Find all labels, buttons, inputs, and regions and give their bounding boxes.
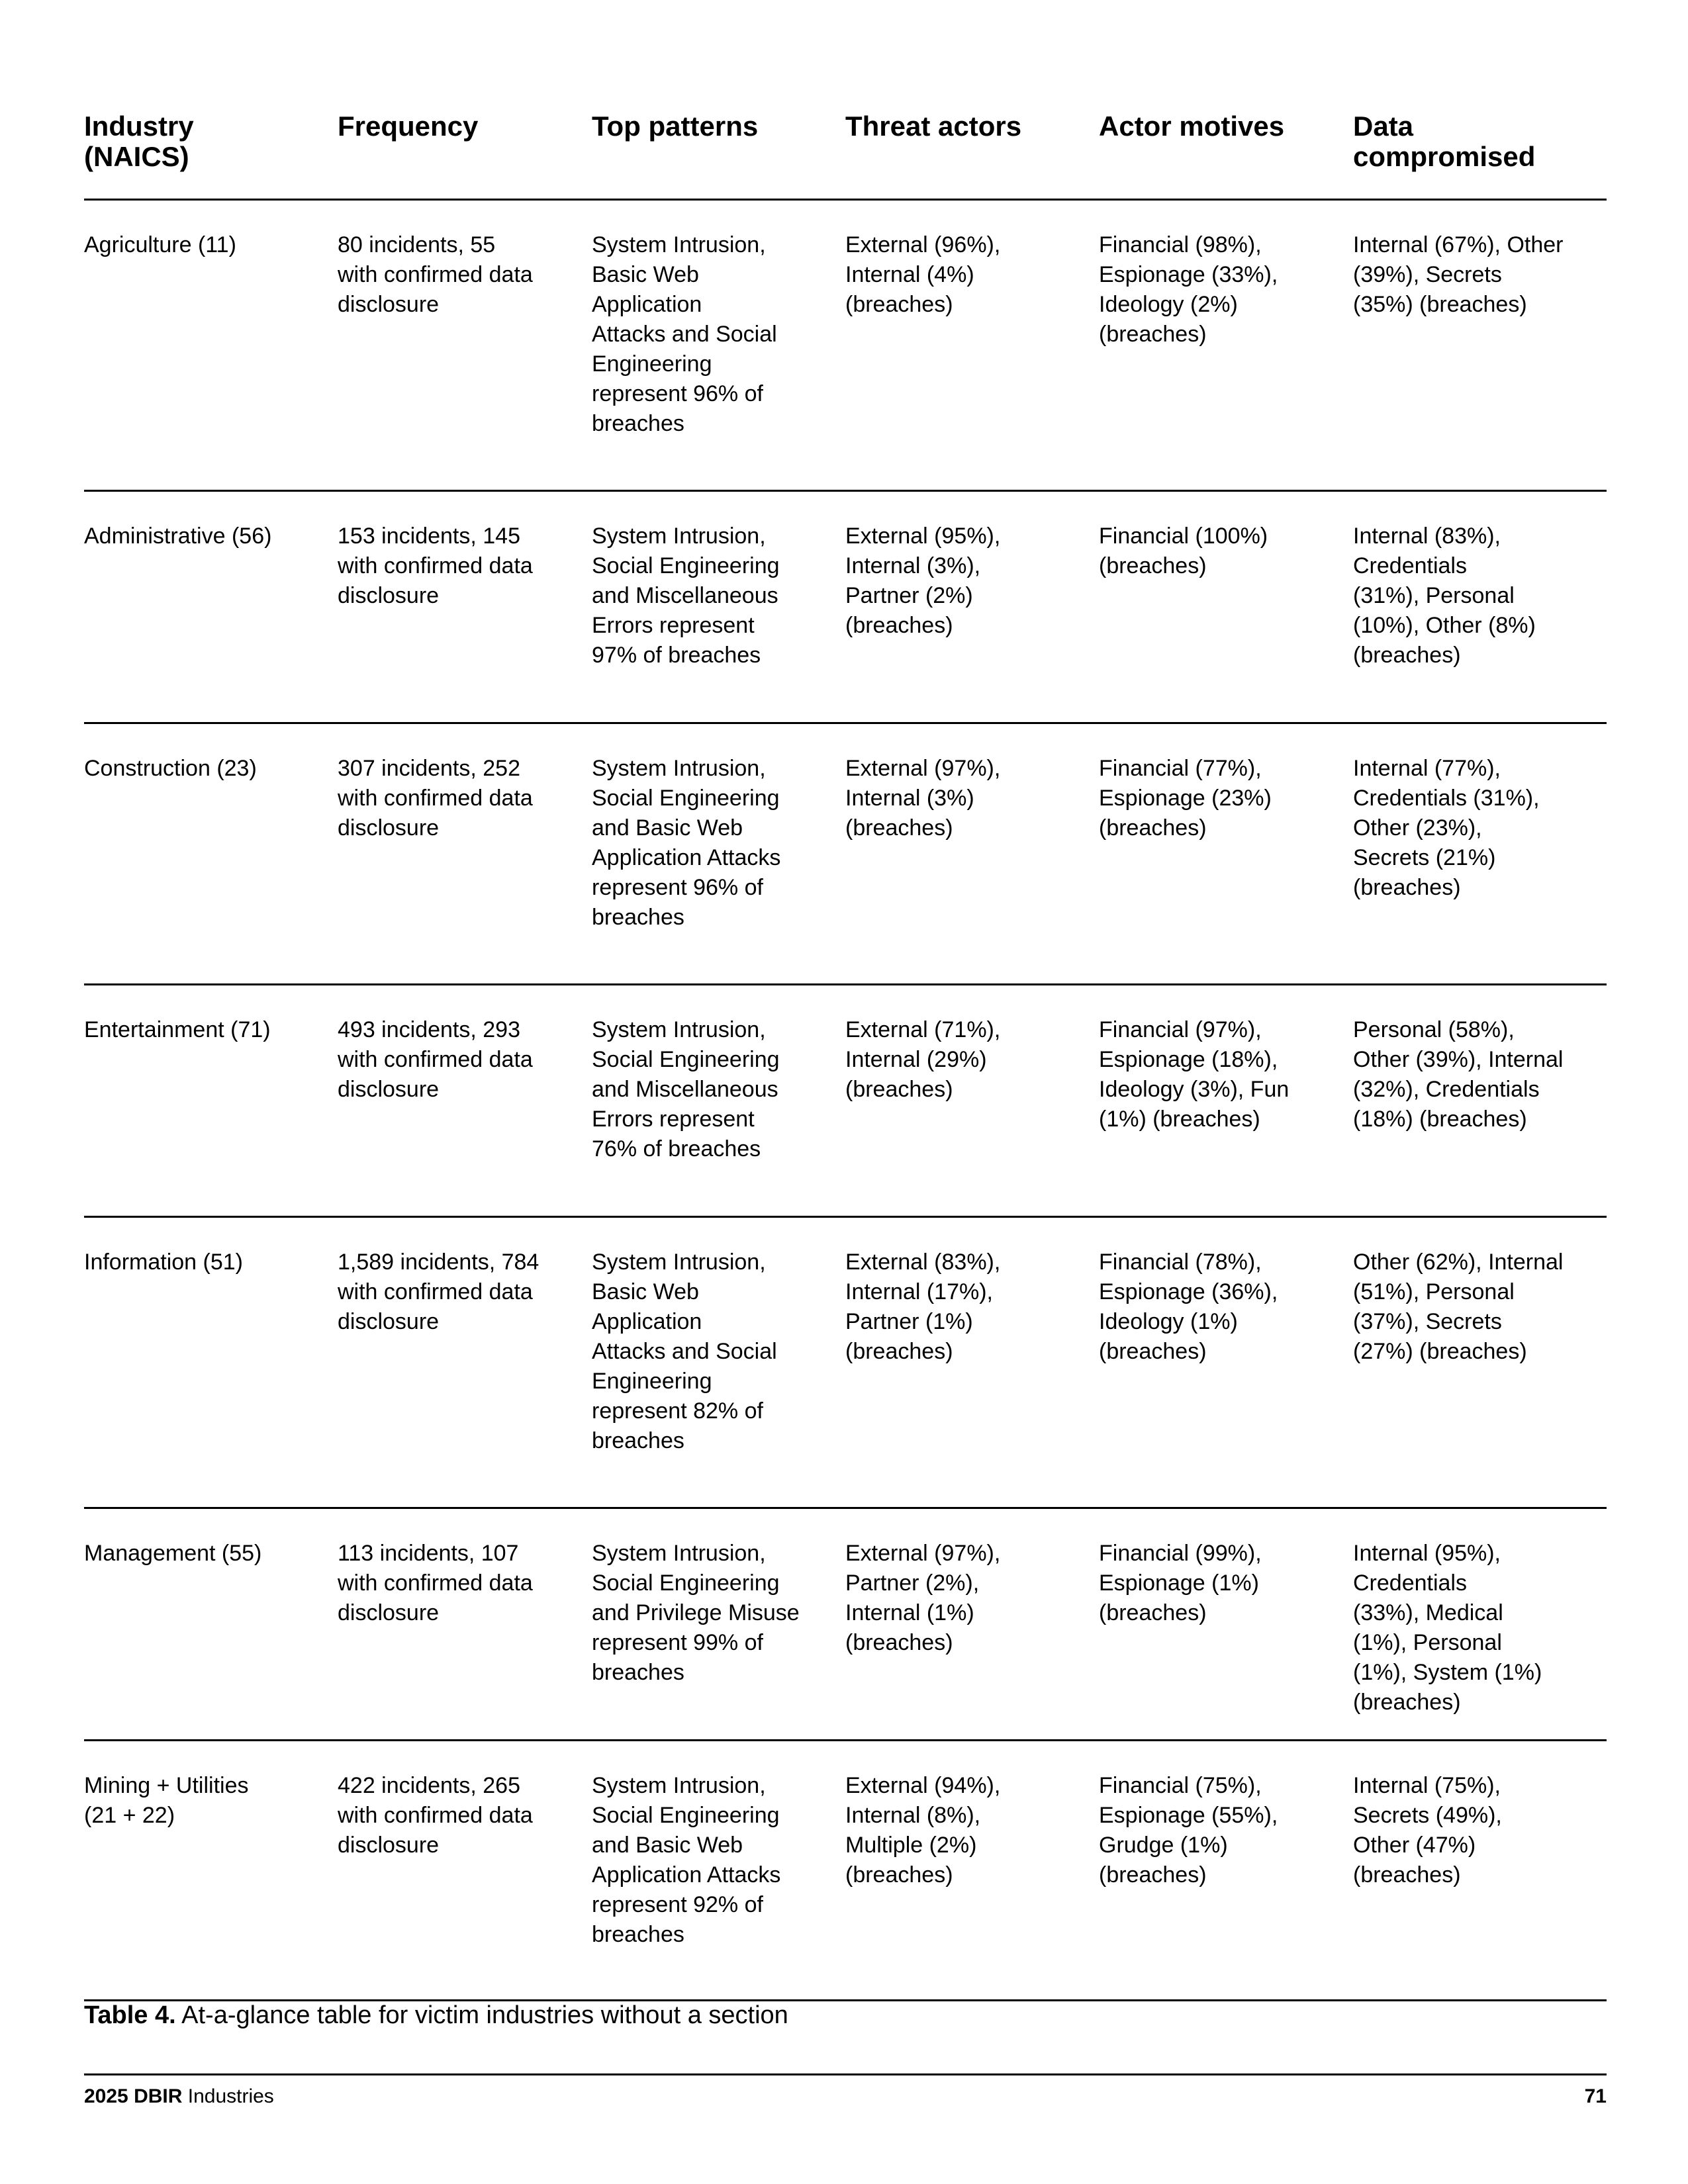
cell-industry: Entertainment (71) (84, 1017, 271, 1042)
cell-data-compromised: Internal (83%), Credentials (31%), Personal (10%), Other (8%) (breaches) (1353, 523, 1536, 668)
page-footer (84, 2085, 1607, 2109)
cell-actor-motives: Financial (75%), Espionage (55%), Grudge (1%) (breaches) (1099, 1773, 1278, 1888)
table-row (84, 1218, 1607, 1509)
header-industry: Industry (NAICS) (84, 111, 194, 172)
table-row (84, 1509, 1607, 1741)
cell-data-compromised: Internal (95%), Credentials (33%), Medical (1%), Personal (1%), System (1%) (breaches) (1353, 1541, 1542, 1715)
cell-frequency: 1,589 incidents, 784 with confirmed data disclosure (338, 1250, 539, 1334)
cell-threat-actors: External (83%), Internal (17%), Partner (1%) (breaches) (845, 1250, 1001, 1364)
cell-industry: Construction (23) (84, 756, 257, 781)
cell-industry: Administrative (56) (84, 523, 272, 549)
table-row (84, 201, 1607, 492)
cell-data-compromised: Internal (67%), Other (39%), Secrets (35%) (breaches) (1353, 232, 1564, 317)
cell-top-patterns: System Intrusion, Social Engineering and Basic Web Application Attacks represent 92% of breaches (592, 1773, 781, 1947)
table-caption (84, 2000, 1607, 2030)
cell-threat-actors: External (71%), Internal (29%) (breaches) (845, 1017, 1001, 1102)
cell-threat-actors: External (97%), Internal (3%) (breaches) (845, 756, 1001, 841)
cell-frequency: 493 incidents, 293 with confirmed data disclosure (338, 1017, 533, 1102)
cell-actor-motives: Financial (100%) (breaches) (1099, 523, 1268, 578)
cell-data-compromised: Personal (58%), Other (39%), Internal (32%), Credentials (18%) (breaches) (1353, 1017, 1564, 1132)
cell-top-patterns: System Intrusion, Social Engineering and Basic Web Application Attacks represent 96% of breaches (592, 756, 781, 930)
page-number: 71 (1584, 2085, 1607, 2107)
table-row (84, 724, 1607, 985)
cell-frequency: 80 incidents, 55 with confirmed data disclosure (338, 232, 533, 317)
cell-frequency: 113 incidents, 107 with confirmed data disclosure (338, 1541, 533, 1625)
cell-actor-motives: Financial (78%), Espionage (36%), Ideology (1%) (breaches) (1099, 1250, 1278, 1364)
cell-top-patterns: System Intrusion, Social Engineering and Privilege Misuse represent 99% of breaches (592, 1541, 800, 1685)
cell-actor-motives: Financial (77%), Espionage (23%) (breaches) (1099, 756, 1272, 841)
cell-threat-actors: External (96%), Internal (4%) (breaches) (845, 232, 1001, 317)
cell-threat-actors: External (95%), Internal (3%), Partner (2%) (breaches) (845, 523, 1001, 638)
header-frequency: Frequency (338, 111, 479, 142)
cell-top-patterns: System Intrusion, Social Engineering and Miscellaneous Errors represent 97% of breaches (592, 523, 780, 668)
cell-frequency: 422 incidents, 265 with confirmed data disclosure (338, 1773, 533, 1858)
cell-top-patterns: System Intrusion, Social Engineering and Miscellaneous Errors represent 76% of breaches (592, 1017, 780, 1161)
cell-frequency: 307 incidents, 252 with confirmed data disclosure (338, 756, 533, 841)
table-header (84, 111, 1607, 201)
cell-frequency: 153 incidents, 145 with confirmed data disclosure (338, 523, 533, 608)
cell-industry: Management (55) (84, 1541, 262, 1566)
header-actor-motives: Actor motives (1099, 111, 1285, 142)
cell-top-patterns: System Intrusion, Basic Web Application Attacks and Social Engineering represent 82% of breaches (592, 1250, 777, 1453)
cell-actor-motives: Financial (99%), Espionage (1%) (breaches) (1099, 1541, 1262, 1625)
cell-actor-motives: Financial (97%), Espionage (18%), Ideology (3%), Fun (1%) (breaches) (1099, 1017, 1289, 1132)
header-threat-actors: Threat actors (845, 111, 1022, 142)
table-row (84, 492, 1607, 724)
footer-divider (84, 2073, 1607, 2075)
cell-industry: Agriculture (11) (84, 232, 236, 257)
table-row (84, 985, 1607, 1218)
header-top-patterns: Top patterns (592, 111, 759, 142)
cell-data-compromised: Internal (77%), Credentials (31%), Other (23%), Secrets (21%) (breaches) (1353, 756, 1540, 900)
cell-threat-actors: External (94%), Internal (8%), Multiple (2%) (breaches) (845, 1773, 1001, 1888)
document-page (84, 0, 1607, 2184)
cell-data-compromised: Internal (75%), Secrets (49%), Other (47%) (breaches) (1353, 1773, 1502, 1888)
cell-industry: Information (51) (84, 1250, 243, 1275)
header-data-compromised: Data compromised (1353, 111, 1536, 172)
cell-top-patterns: System Intrusion, Basic Web Application Attacks and Social Engineering represent 96% of breaches (592, 232, 777, 436)
cell-data-compromised: Other (62%), Internal (51%), Personal (37%), Secrets (27%) (breaches) (1353, 1250, 1564, 1364)
cell-threat-actors: External (97%), Partner (2%), Internal (1%) (breaches) (845, 1541, 1001, 1655)
table-row (84, 1741, 1607, 2001)
cell-industry: Mining + Utilities (21 + 22) (84, 1773, 249, 1828)
section-name: Industries (182, 2085, 274, 2107)
caption-text: At-a-glance table for victim industries without a section (175, 2001, 788, 2029)
caption-label: Table 4. (84, 2001, 176, 2029)
report-title: 2025 DBIR (84, 2085, 183, 2107)
cell-actor-motives: Financial (98%), Espionage (33%), Ideology (2%) (breaches) (1099, 232, 1278, 347)
